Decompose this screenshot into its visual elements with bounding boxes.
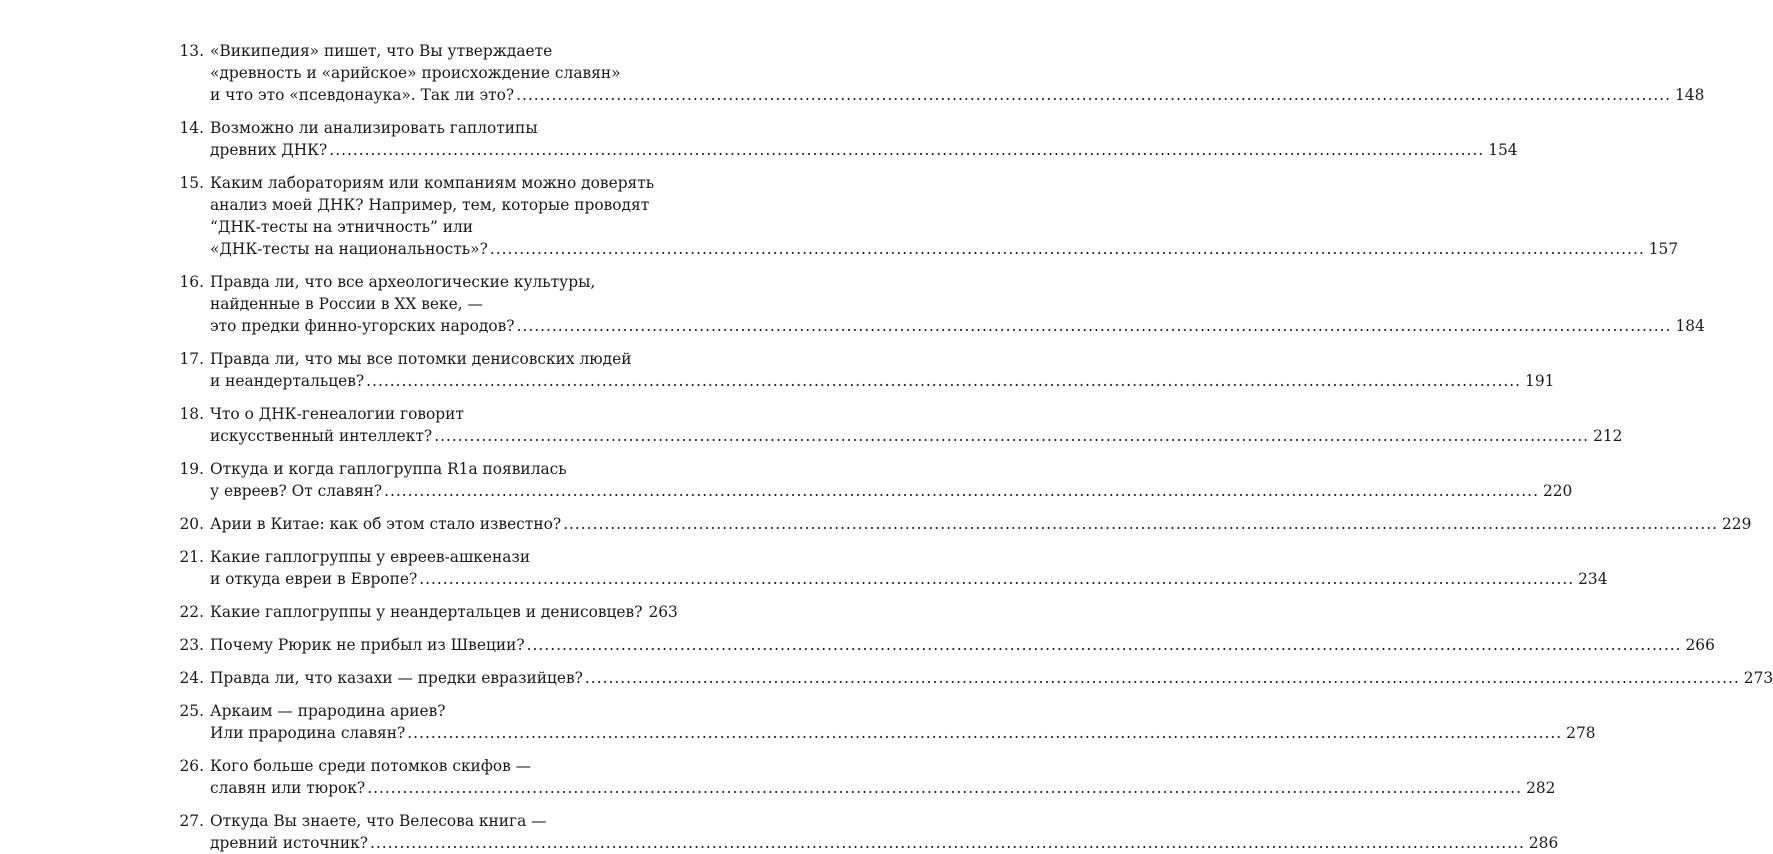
- toc-entry-last-line: [210, 777, 1556, 799]
- toc-entry-title-line: Правда ли, что все археологические культуры,: [210, 273, 596, 291]
- toc-entry-title-line: Правда ли, что казахи — предки евразийцев?: [210, 669, 583, 687]
- toc-entry-page-number: 212: [1593, 427, 1623, 445]
- toc-entry-title-line: Какие гаплогруппы у евреев-ашкенази: [210, 548, 531, 566]
- toc-entry-title-line: Почему Рюрик не прибыл из Швеции?: [210, 636, 525, 654]
- toc-entry-title: [210, 172, 1679, 260]
- toc-entry-title-line: Правда ли, что мы все потомки денисовских людей: [210, 350, 632, 368]
- dot-leader: [370, 832, 1525, 854]
- toc-entry-title-line: «древность и «арийское» происхождение славян»: [210, 64, 621, 82]
- dot-leader: [563, 513, 1718, 535]
- toc-entry-last-line: [210, 832, 1559, 854]
- dot-leader: [434, 425, 1589, 447]
- toc-entry-title: [210, 667, 1773, 689]
- toc-entry-page-number: 234: [1578, 570, 1608, 588]
- toc-entry-title-line: Откуда Вы знаете, что Велесова книга —: [210, 812, 547, 830]
- toc-entry-page-number: 157: [1648, 240, 1679, 258]
- toc-entry-title: [210, 40, 1705, 106]
- toc-entry-title-line: Арии в Китае: как об этом стало известно?: [210, 515, 562, 533]
- toc-entry-title-line: это предки финно-угорских народов?: [210, 317, 515, 335]
- toc-entry-title: [210, 601, 678, 623]
- dot-leader: [384, 480, 1539, 502]
- toc-entry-title-line: Откуда и когда гаплогруппа R1a появилась: [210, 460, 567, 478]
- toc-entry-page-number: 184: [1675, 317, 1705, 335]
- toc-entry-page-number: 273: [1743, 669, 1773, 687]
- toc-entry-title-line: древних ДНК?: [210, 141, 328, 159]
- dot-leader: [419, 568, 1574, 590]
- toc-entry-title-line: и что это «псевдонаука». Так ли это?: [210, 86, 515, 104]
- toc-entry-title-line: Каким лабораториям или компаниям можно доверять: [210, 174, 655, 192]
- toc-entry-title-line: анализ моей ДНК? Например, тем, которые проводят: [210, 196, 650, 214]
- toc-entry-title: [210, 634, 1715, 656]
- toc-entry-title-line: «Википедия» пишет, что Вы утверждаете: [210, 42, 553, 60]
- toc-entry-number: 17.: [179, 350, 204, 368]
- toc-entry-last-line: [210, 84, 1705, 106]
- toc-entry-page-number: 286: [1528, 834, 1559, 852]
- toc-entry-number: 21.: [179, 548, 204, 566]
- toc-entry-number: 24.: [179, 669, 204, 687]
- toc-entry-title-line: «ДНК-тесты на национальность»?: [210, 240, 488, 258]
- toc-entry-title-line: Возможно ли анализировать гаплотипы: [210, 119, 538, 137]
- toc-entry-title-line: искусственный интеллект?: [210, 427, 433, 445]
- dot-leader: [490, 238, 1645, 260]
- toc-entry-number: 22.: [179, 603, 204, 621]
- toc-entry-title-line: Кого больше среди потомков скифов —: [210, 757, 532, 775]
- toc-entry-title-line: у евреев? От славян?: [210, 482, 383, 500]
- toc-entry-title-line: славян или тюрок?: [210, 779, 366, 797]
- toc-entry-last-line: [210, 601, 678, 623]
- toc-entry-title-line: Какие гаплогруппы у неандертальцев и денисовцев?: [210, 603, 643, 621]
- toc-entry-title: [210, 403, 1623, 447]
- dot-leader: [366, 370, 1521, 392]
- dot-leader: [517, 315, 1672, 337]
- toc-entry-number: 26.: [179, 757, 204, 775]
- toc-entry-last-line: [210, 480, 1573, 502]
- toc-entry-title-line: Или прародина славян?: [210, 724, 406, 742]
- dot-leader: [585, 667, 1740, 689]
- toc-entry-number: 15.: [179, 174, 204, 192]
- toc-entry-title: [210, 458, 1573, 502]
- toc-entry-title: [210, 546, 1608, 590]
- toc-entry-number: 25.: [179, 702, 204, 720]
- dot-leader: [516, 84, 1671, 106]
- toc-entry-title-line: древний источник?: [210, 834, 368, 852]
- toc-entry-page-number: 282: [1526, 779, 1556, 797]
- toc-entry-number: 20.: [179, 515, 204, 533]
- toc-entry-title: [210, 810, 1559, 854]
- toc-entry-number: 23.: [179, 636, 204, 654]
- toc-entry-number: 19.: [179, 460, 204, 478]
- toc-entry-title-line: Что о ДНК-генеалогии говорит: [210, 405, 464, 423]
- toc-entry-title: [210, 348, 1555, 392]
- toc-entry-number: 14.: [179, 119, 204, 137]
- toc-entry-title-line: “ДНК-тесты на этничность” или: [210, 218, 474, 236]
- toc-entry-number: 16.: [179, 273, 204, 291]
- toc-entry-page-number: 263: [648, 603, 678, 621]
- toc-entry-last-line: [210, 315, 1705, 337]
- toc-entry-title-line: и откуда евреи в Европе?: [210, 570, 418, 588]
- toc-entry-title-line: найденные в России в XX веке, —: [210, 295, 483, 313]
- toc-entry-title-line: и неандертальцев?: [210, 372, 365, 390]
- toc-entry-page-number: 220: [1542, 482, 1573, 500]
- toc-entry-page-number: 148: [1675, 86, 1705, 104]
- toc-entry-last-line: [210, 513, 1752, 535]
- toc-entry-last-line: [210, 667, 1773, 689]
- toc-entry-last-line: [210, 722, 1596, 744]
- toc-entry-number: 13.: [179, 42, 204, 60]
- toc-entry-page-number: 154: [1488, 141, 1518, 159]
- toc-entry-last-line: [210, 568, 1608, 590]
- toc-entry-title: [210, 700, 1596, 744]
- toc-entry-number: 18.: [179, 405, 204, 423]
- toc-entry-last-line: [210, 370, 1555, 392]
- dot-leader: [407, 722, 1562, 744]
- toc-entry-page-number: 191: [1525, 372, 1555, 390]
- dot-leader: [527, 634, 1682, 656]
- toc-entry-number: 27.: [179, 812, 204, 830]
- toc-entry-page-number: 278: [1566, 724, 1596, 742]
- toc-entry-last-line: [210, 634, 1715, 656]
- toc-entry-title: [210, 513, 1752, 535]
- toc-entry-last-line: [210, 238, 1679, 260]
- toc-entry-last-line: [210, 425, 1623, 447]
- toc-entry-title-line: Аркаим — прародина ариев?: [210, 702, 446, 720]
- toc-entry-title: [210, 755, 1556, 799]
- toc-entry-last-line: [210, 139, 1518, 161]
- toc-entry-title: [210, 117, 1518, 161]
- toc-entry-title: [210, 271, 1705, 337]
- toc-entry-page-number: 266: [1685, 636, 1715, 654]
- dot-leader: [367, 777, 1522, 799]
- toc-entry-page-number: 229: [1721, 515, 1752, 533]
- dot-leader: [329, 139, 1484, 161]
